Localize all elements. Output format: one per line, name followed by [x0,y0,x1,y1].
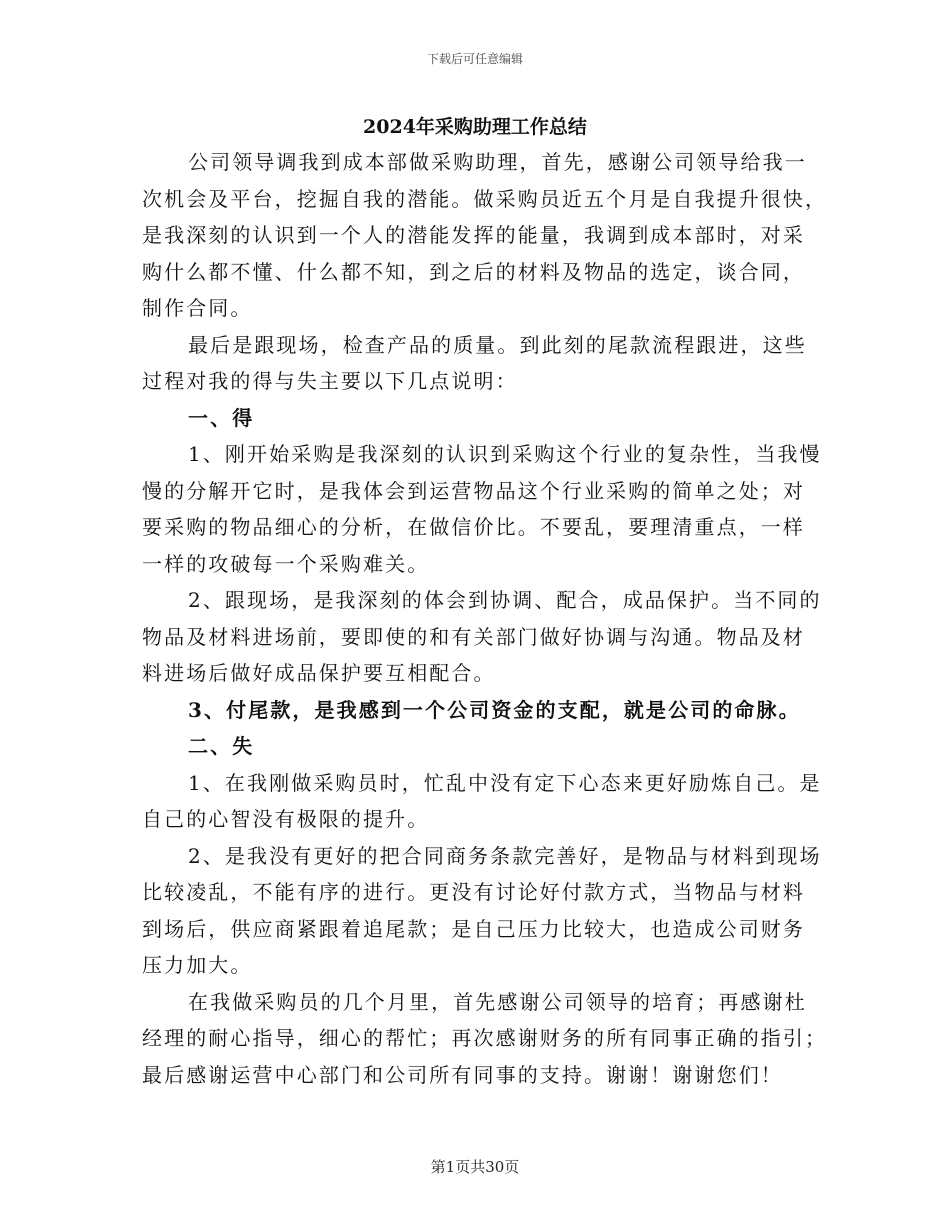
page-number-footer: 第1页共30页 [430,1158,520,1176]
paragraph-closing [142,984,828,1094]
heading-text: 二、失 [188,734,255,758]
paragraph-gain-2 [142,582,822,692]
text-line: 过程对我的得与失主要以下几点说明： [142,369,518,393]
text-line: 2、是我没有更好的把合同商务条款完善好，是物品与材料到现场 [188,843,822,868]
text-line: 料进场后做好成品保护要互相配合。 [142,661,496,685]
text-line: 压力加大。 [142,953,253,977]
section-heading-losses [142,728,806,765]
text-line: 在我做采购员的几个月里，首先感谢公司领导的培育；再感谢杜 [188,989,807,1014]
text-line: 是我深刻的认识到一个人的潜能发挥的能量，我调到成本部时，对采 [142,223,805,247]
paragraph-intro [142,144,828,327]
text-line: 3、付尾款，是我感到一个公司资金的支配，就是公司的命脉。 [188,697,801,722]
paragraph-gain-1 [142,436,822,582]
text-line: 要采购的物品细心的分析，在做信价比。不要乱，要理清重点，一样 [142,515,805,539]
text-line: 物品及材料进场前，要即使的和有关部门做好协调与沟通。物品及材 [142,624,805,649]
text-line: 制作合同。 [142,296,253,320]
section-heading-gains [142,400,806,437]
text-line: 自己的心智没有极限的提升。 [142,807,430,831]
text-line: 比较凌乱，不能有序的进行。更没有讨论好付款方式，当物品与材料 [142,880,805,904]
paragraph-loss-2 [142,838,822,984]
text-line: 1、刚开始采购是我深刻的认识到采购这个行业的复杂性，当我慢 [188,442,822,466]
text-line: 购什么都不懂、什么都不知，到之后的材料及物品的选定，谈合同， [142,259,805,284]
text-line: 一样的攻破每一个采购难关。 [142,551,430,576]
text-line: 最后是跟现场，检查产品的质量。到此刻的尾款流程跟进，这些 [188,332,807,357]
text-line: 公司领导调我到成本部做采购助理，首先，感谢公司领导给我一 [188,150,807,174]
text-line: 到场后，供应商紧跟着追尾款；是自己压力比较大，也造成公司财务 [142,916,805,941]
text-line: 2、跟现场，是我深刻的体会到协调、配合，成品保护。当不同的 [188,588,822,612]
text-line: 次机会及平台，挖掘自我的潜能。做采购员近五个月是自我提升很快， [142,186,828,211]
document-body [142,144,828,1093]
text-line: 慢的分解开它时，是我体会到运营物品这个行业采购的简单之处；对 [142,478,805,503]
paragraph-loss-1 [142,765,822,838]
document-title: 2024年采购助理工作总结 [363,116,587,138]
text-line: 1、在我刚做采购员时，忙乱中没有定下心态来更好励炼自己。是 [188,770,822,795]
paragraph-followup [142,327,806,400]
heading-text: 一、得 [188,405,255,430]
page-header-note: 下载后可任意编辑 [426,52,523,66]
text-line: 经理的耐心指导，细心的帮忙；再次感谢财务的所有同事正确的指引； [142,1026,828,1050]
paragraph-gain-3 [142,692,806,729]
text-line: 最后感谢运营中心部门和公司所有同事的支持。谢谢！谢谢您们！ [142,1062,783,1087]
